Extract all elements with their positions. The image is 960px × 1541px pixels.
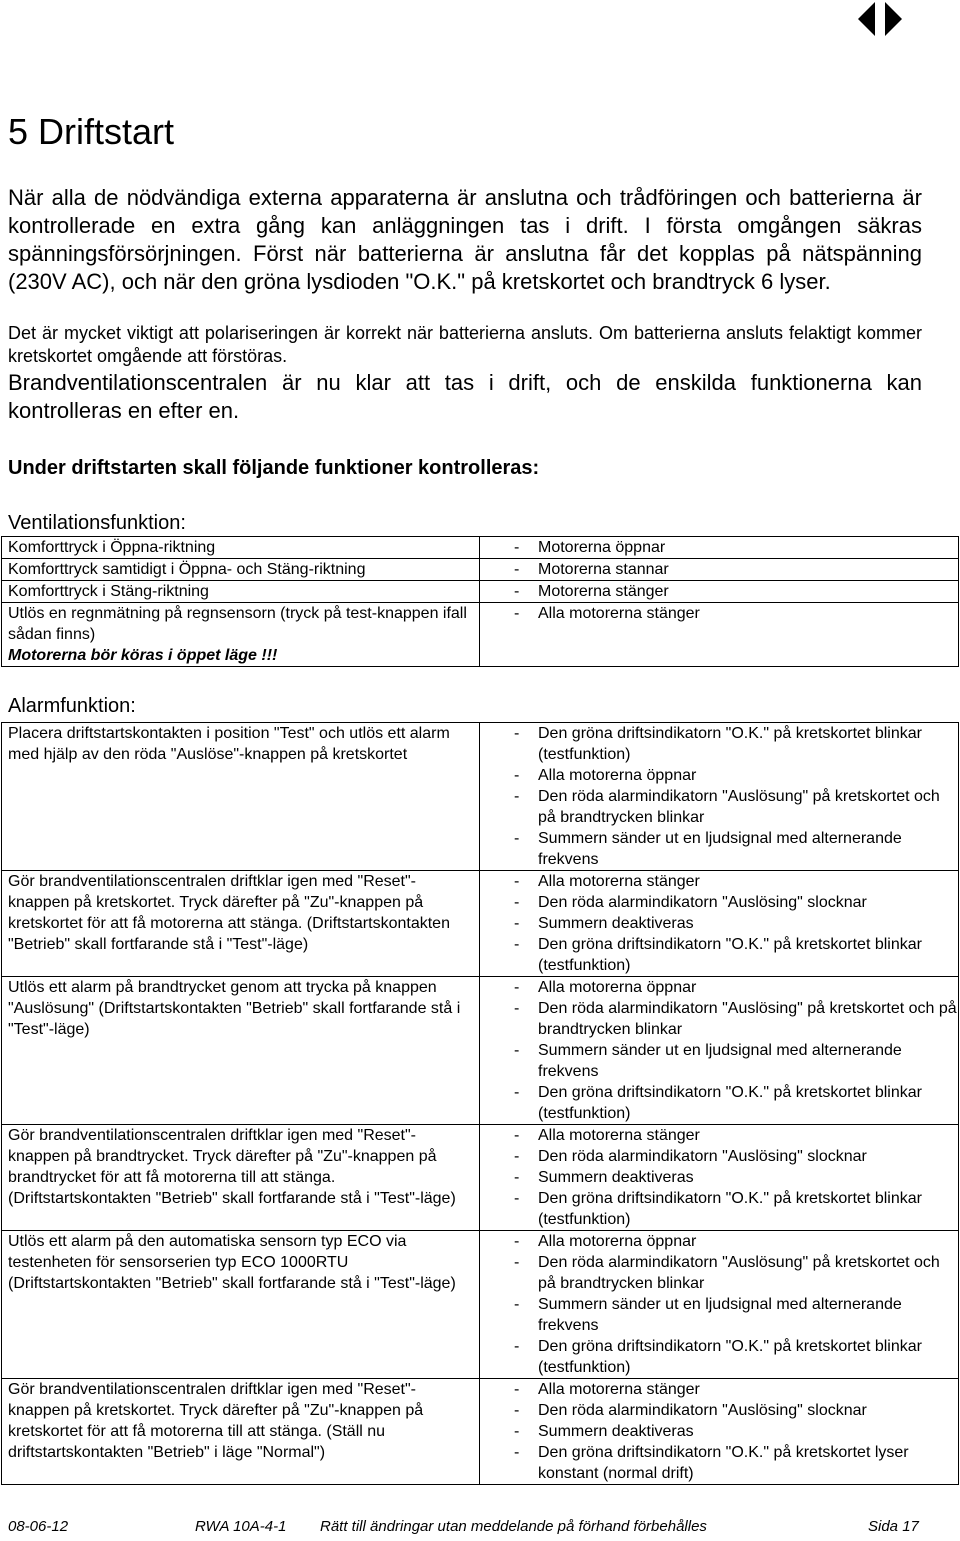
check-heading: Under driftstarten skall följande funktioner kontrolleras: <box>8 457 540 479</box>
list-item: - Summern deaktiveras <box>486 1167 958 1188</box>
table-cell-action: Komforttryck i Öppna-riktning <box>2 537 480 559</box>
intro-paragraph-3: Brandventilationscentralen är nu klar att tas i drift, och de enskilda funktionerna kan kontrolleras en efter en. <box>8 370 922 423</box>
table-cell-result <box>480 559 959 581</box>
table-cell-result <box>480 537 959 559</box>
list-item: - Alla motorerna stänger <box>486 871 958 892</box>
list-item: - Den gröna driftsindikatorn "O.K." på kretskortet blinkar (testfunktion) <box>486 1082 958 1124</box>
table-cell-result <box>480 977 959 1125</box>
table-cell-result <box>480 1125 959 1231</box>
table-row <box>2 723 959 871</box>
table-cell-result <box>480 723 959 871</box>
list-item: - Summern sänder ut en ljudsignal med alternerande frekvens <box>486 828 958 870</box>
list-item: - Motorerna öppnar <box>486 537 958 558</box>
list-item: - Alla motorerna öppnar <box>486 977 958 998</box>
footer-page-number: Sida 17 <box>868 1518 919 1535</box>
list-item: - Summern deaktiveras <box>486 1421 958 1442</box>
ventilation-heading: Ventilationsfunktion: <box>8 512 186 534</box>
footer-date: 08-06-12 <box>8 1518 69 1535</box>
alarm-heading: Alarmfunktion: <box>8 695 136 717</box>
list-item: - Motorerna stannar <box>486 559 958 580</box>
table-row <box>2 603 959 667</box>
list-item: - Den röda alarmindikatorn "Auslösung" på kretskortet och på brandtrycken blinkar <box>486 786 958 828</box>
list-item: - Den gröna driftsindikatorn "O.K." på kretskortet blinkar (testfunktion) <box>486 723 958 765</box>
table-row <box>2 559 959 581</box>
table-cell-action: Gör brandventilationscentralen driftklar igen med "Reset"-knappen på kretskortet. Tryck därefter på "Zu"-knappen på kretskortet för att få motorerna att stänga. (Driftstartskontakten "Betrieb" skall fortfarande stå i "Test"-läge) <box>2 871 480 977</box>
list-item: - Den röda alarmindikatorn "Auslösung" på kretskortet och på brandtrycken blinkar <box>486 1252 958 1294</box>
table-cell-result <box>480 581 959 603</box>
list-item: - Den röda alarmindikatorn "Auslösing" slocknar <box>486 1400 958 1421</box>
table-cell-action: Komforttryck i Stäng-riktning <box>2 581 480 603</box>
table-cell-text: Utlös en regnmätning på regnsensorn (tryck på test-knappen ifall sådan finns) <box>8 605 467 643</box>
table-row <box>2 1125 959 1231</box>
table-cell-emphasis: Motorerna bör köras i öppet läge !!! <box>8 647 278 664</box>
table-cell-action: Utlös ett alarm på brandtrycket genom att trycka på knappen "Auslösung" (Driftstartskontakten "Betrieb" skall fortfarande stå i "Test"-läge) <box>2 977 480 1125</box>
page-title: 5 Driftstart <box>8 111 175 152</box>
table-row <box>2 1379 959 1485</box>
list-item: - Den röda alarmindikatorn "Auslösing" slocknar <box>486 892 958 913</box>
table-cell-action: Gör brandventilationscentralen driftklar igen med "Reset"-knappen på brandtrycket. Tryck därefter på "Zu"-knappen på brandtrycket för att få motorerna till att stänga. (Driftstartskontakten "Betrieb" skall fortfarande stå i "Test"-läge) <box>2 1125 480 1231</box>
list-item: - Den gröna driftsindikatorn "O.K." på kretskortet blinkar (testfunktion) <box>486 1336 958 1378</box>
brand-logo-icon <box>858 2 902 36</box>
table-cell-action: Gör brandventilationscentralen driftklar igen med "Reset"-knappen på kretskortet. Tryck därefter på "Zu"-knappen på kretskortet för att få motorerna till att stänga. (Ställ nu driftstartskontakten "Betrieb" i läge "Normal") <box>2 1379 480 1485</box>
ventilation-table <box>1 536 959 667</box>
table-row <box>2 1231 959 1379</box>
table-cell-result <box>480 1231 959 1379</box>
table-cell-action: Utlös ett alarm på den automatiska sensorn typ ECO via testenheten för sensorserien typ ECO 1000RTU (Driftstartskontakten "Betrieb" skall fortfarande stå i "Test"-läge) <box>2 1231 480 1379</box>
footer-doc-id: RWA 10A-4-1 <box>195 1518 287 1535</box>
list-item: - Alla motorerna öppnar <box>486 1231 958 1252</box>
list-item: - Alla motorerna stänger <box>486 1379 958 1400</box>
table-cell-action <box>2 603 480 667</box>
list-item: - Den gröna driftsindikatorn "O.K." på kretskortet lyser konstant (normal drift) <box>486 1442 958 1484</box>
alarm-table <box>1 722 959 1485</box>
table-cell-action: Placera driftstartskontakten i position "Test" och utlös ett alarm med hjälp av den röda "Auslöse"-knappen på kretskortet <box>2 723 480 871</box>
list-item: - Den gröna driftsindikatorn "O.K." på kretskortet blinkar (testfunktion) <box>486 934 958 976</box>
table-row <box>2 581 959 603</box>
list-item: - Den röda alarmindikatorn "Auslösing" slocknar <box>486 1146 958 1167</box>
list-item: - Alla motorerna stänger <box>486 603 958 624</box>
list-item: - Alla motorerna öppnar <box>486 765 958 786</box>
footer-note: Rätt till ändringar utan meddelande på förhand förbehålles <box>320 1518 707 1535</box>
list-item: - Summern deaktiveras <box>486 913 958 934</box>
list-item: - Motorerna stänger <box>486 581 958 602</box>
table-row <box>2 977 959 1125</box>
table-cell-result <box>480 603 959 667</box>
list-item: - Alla motorerna stänger <box>486 1125 958 1146</box>
intro-paragraph-2: Det är mycket viktigt att polariseringen är korrekt när batterierna ansluts. Om batterierna ansluts felaktigt kommer kretskortet omgående att förstöras. <box>8 323 922 366</box>
list-item: - Summern sänder ut en ljudsignal med alternerande frekvens <box>486 1294 958 1336</box>
table-row <box>2 871 959 977</box>
table-cell-result <box>480 871 959 977</box>
intro-paragraph-1: När alla de nödvändiga externa apparaterna är anslutna och trådföringen och batterierna är kontrollerade en extra gång kan anläggningen tas i drift. I första omgången säkras spänningsförsörjningen. Först när batterierna är anslutna får det kopplas på nätspänning (230V AC), och när den gröna lysdioden "O.K." på kretskortet och brandtryck 6 lyser. <box>8 185 922 294</box>
table-row <box>2 537 959 559</box>
list-item: - Den gröna driftsindikatorn "O.K." på kretskortet blinkar (testfunktion) <box>486 1188 958 1230</box>
table-cell-result <box>480 1379 959 1485</box>
list-item: - Summern sänder ut en ljudsignal med alternerande frekvens <box>486 1040 958 1082</box>
list-item: - Den röda alarmindikatorn "Auslösing" på kretskortet och på brandtrycken blinkar <box>486 998 958 1040</box>
table-cell-action: Komforttryck samtidigt i Öppna- och Stäng-riktning <box>2 559 480 581</box>
